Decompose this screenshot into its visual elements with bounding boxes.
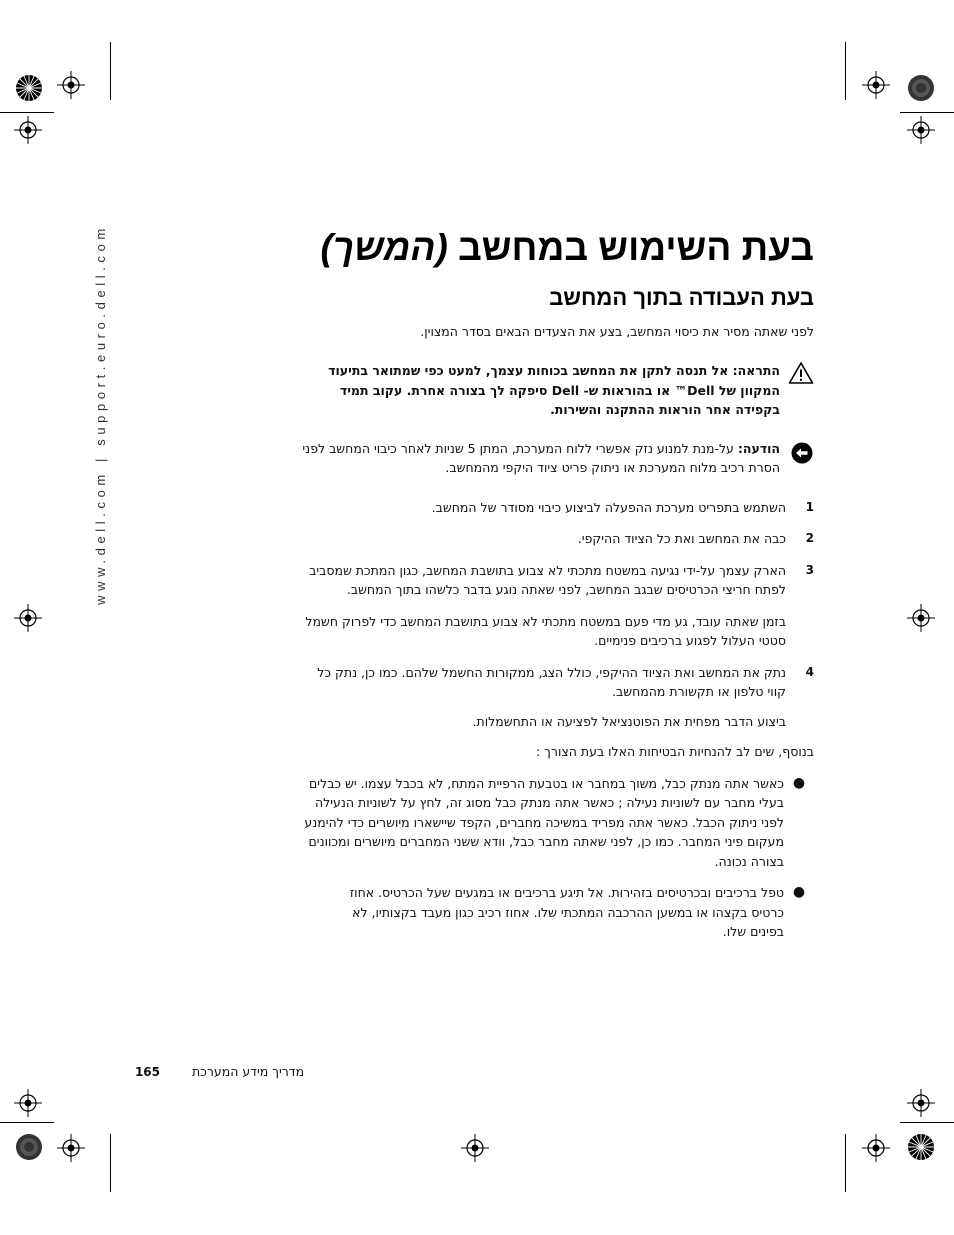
starburst-mark-icon <box>15 74 43 102</box>
closing-paragraph: ביצוע הדבר מפחית את הפוטנציאל לפציעה או התחשמלות. <box>472 713 786 729</box>
registration-mark-icon <box>57 1134 85 1162</box>
notice-label: הודעה: <box>737 440 780 456</box>
footer-title: מדריך מידע המערכת <box>192 1064 305 1079</box>
section-title: בעת העבודה בתוך המחשב <box>549 285 814 310</box>
step-text: הארק עצמך על-ידי נגיעה במשטח מתכתי לא צבוע בתושבת המחשב, כגון המתכת שמסביב לפתח חריצי הכרטיסים שבגב המחשב, לפני שאתה נוגע בדבר כלשהו בתוך המחשב. <box>309 562 786 597</box>
trim-mark <box>900 1122 954 1123</box>
page-title-main: בעת השימוש במחשב <box>458 227 814 268</box>
registration-mark-icon <box>14 1089 42 1117</box>
step-text: השתמש בתפריט מערכת ההפעלה לביצוע כיבוי מסודר של המחשב. <box>431 499 786 515</box>
notice-arrow-icon <box>788 439 814 469</box>
list-item <box>290 883 814 942</box>
notice-body: על-מנת למנוע נזק אפשרי ללוח המערכת, המתן 5 שניות לאחר כיבוי המחשב לפני הסרת רכיב מלוח המערכת או ניתוק פריט ציוד היקפי מהמחשב. <box>302 440 780 475</box>
additional-guidelines: בנוסף, שים לב להנחיות הבטיחות האלו בעת הצורך : <box>536 744 814 759</box>
step-text: נתק את המחשב ואת הציוד ההיקפי, כולל הצג, ממקורות החשמל שלהם. כמו כן, נתק כל קווי טלפון או תקשורת מהמחשב. <box>317 664 786 699</box>
trim-mark <box>845 42 846 100</box>
registration-mark-icon <box>14 604 42 632</box>
main-content <box>290 222 814 954</box>
page-footer <box>100 1062 320 1082</box>
notice-text <box>290 439 780 478</box>
registration-mark-icon <box>57 71 85 99</box>
registration-mark-icon <box>907 1089 935 1117</box>
list-item <box>290 774 814 872</box>
registration-mark-icon <box>907 604 935 632</box>
step-number: 1 <box>805 499 814 514</box>
bullet-list <box>290 774 814 942</box>
side-url <box>88 223 112 605</box>
trim-mark <box>110 1134 111 1192</box>
trim-mark <box>845 1134 846 1192</box>
registration-mark-icon <box>907 116 935 144</box>
page-title-continued: (המשך) <box>320 227 448 268</box>
caution-box <box>290 361 814 420</box>
starburst-mark-icon <box>907 74 935 102</box>
steps-list <box>290 498 814 702</box>
step-number: 3 <box>805 562 814 577</box>
registration-mark-icon <box>14 116 42 144</box>
trim-mark <box>900 112 954 113</box>
warning-triangle-icon <box>788 361 814 389</box>
bullet-dot-icon: ● <box>792 884 806 900</box>
trim-mark <box>0 1122 54 1123</box>
step-number: 2 <box>805 531 814 545</box>
list-item <box>290 561 814 651</box>
caution-text: התראה: אל תנסה לתקן את המחשב בכוחות עצמך, למעט כפי שמתואר בתיעוד המקוון של Dell™ או בהוראות ש- Dell סיפקה לך בצורה אחרת. עקוב תמיד בקפידה אחר הוראות ההתקנה והשירות. <box>328 363 780 417</box>
bullet-text: כאשר אתה מנתק כבל, משוך במחבר או בטבעת הרפיית המתח, לא בכבל עצמו. יש כבלים בעלי מחבר עם לשוניות נעילה ; כאשר אתה מנתק כבל מסוג זה, לחץ על לשוניות הנעילה לפני ניתוק הכבל. כאשר אתה מפריד במשיכה מחברים, הקפד שיישארו מיושרים כדי להימנע מעקום פיני המחבר. כמו כן, לפני שאתה מחבר כבל, וודא ששני המחברים מיושרים ומכוונים בצורה נכונה. <box>304 775 784 869</box>
step-number: 4 <box>805 664 814 679</box>
intro-paragraph: לפני שאתה מסיר את כיסוי המחשב, בצע את הצעדים הבאים בסדר המצוין. <box>420 324 814 339</box>
list-item <box>290 498 814 518</box>
notice-box <box>290 439 814 478</box>
trim-mark <box>0 112 54 113</box>
starburst-mark-icon <box>907 1133 935 1161</box>
step-subtext: בזמן שאתה עובד, גע מדי פעם במשטח מתכתי לא צבוע בתושבת המחשב כדי לפרוק חשמל סטטי העלול לפגוע ברכיבים פנימיים. <box>305 613 786 648</box>
list-item <box>290 663 814 702</box>
side-url-text: www.dell.com | support.euro.dell.com <box>92 223 108 605</box>
bullet-text: טפל ברכיבים ובכרטיסים בזהירות. אל תיגע ברכיבים או במגעים שעל הכרטיס. אחוז כרטיס בקצהו או במשען ההרכבה המתכתי שלו. אחוז רכיב כגון מעבד בקצותיו, לא בפינים שלו. <box>349 885 784 939</box>
starburst-mark-icon <box>15 1133 43 1161</box>
registration-mark-icon <box>862 1134 890 1162</box>
registration-mark-icon <box>461 1134 489 1162</box>
page-number: 165 <box>134 1065 160 1079</box>
page-title <box>290 222 814 274</box>
bullet-dot-icon: ● <box>792 774 806 791</box>
trim-mark <box>110 42 111 100</box>
step-text: כבה את המחשב ואת כל הציוד ההיקפי. <box>577 531 786 546</box>
list-item <box>290 529 814 549</box>
registration-mark-icon <box>862 71 890 99</box>
